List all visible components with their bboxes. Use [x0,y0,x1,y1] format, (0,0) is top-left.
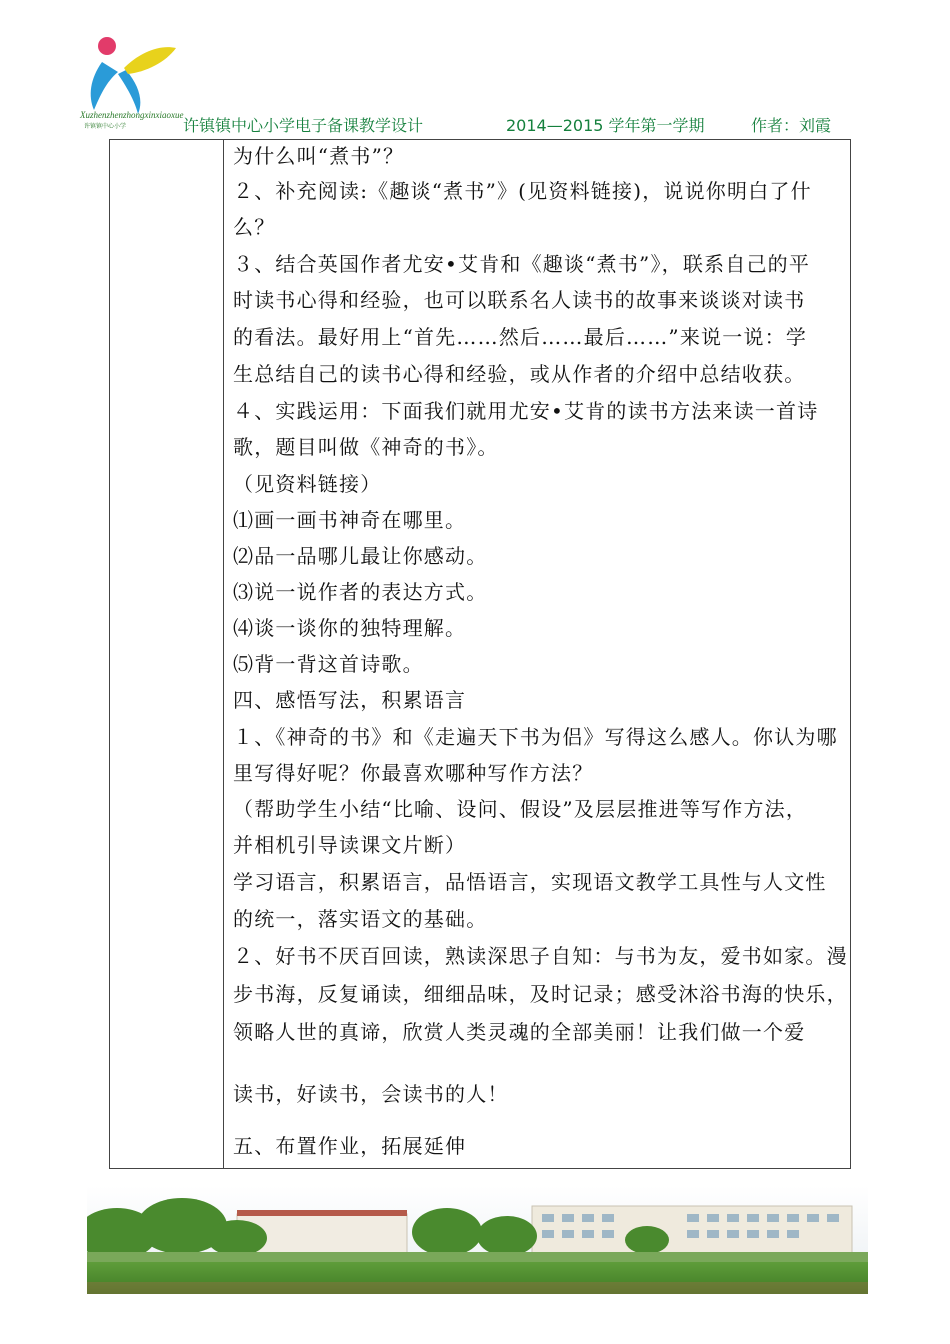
table-column-divider [223,140,224,1168]
content-line: 并相机引导读课文片断） [233,833,467,857]
header-term: 2014—2015 学年第一学期 [506,116,705,135]
content-line: １、《神奇的书》和《走遍天下书为侣》写得这么感人。你认为哪 [233,725,838,749]
page-header [183,113,848,137]
content-line: ⑸背一背这首诗歌。 [233,652,424,676]
content-line: （见资料链接） [233,472,382,496]
content-line: 学习语言，积累语言，品悟语言，实现语文教学工具性与人文性 [233,870,827,894]
content-line: 时读书心得和经验，也可以联系名人读书的故事来谈谈对读书 [233,288,806,312]
content-line: ３、结合英国作者尤安•艾肯和《趣谈“煮书”》，联系自己的平 [233,252,811,276]
content-line: ４、实践运用：下面我们就用尤安•艾肯的读书方法来读一首诗 [233,399,819,423]
content-line: ⑶说一说作者的表达方式。 [233,580,488,604]
logo-subcaption: 许镇镇中心小学 [84,123,127,130]
content-line: 为什么叫“煮书”？ [233,144,405,168]
content-line: ⑵品一品哪儿最让你感动。 [233,544,488,568]
content-line: ⑷谈一谈你的独特理解。 [233,616,467,640]
content-line: 读书，好读书，会读书的人！ [233,1082,509,1106]
campus-photo [87,1186,868,1294]
content-line: 步书海，反复诵读，细细品味，及时记录；感受沐浴书海的快乐， [233,982,848,1006]
logo-caption: Xuzhenzhenzhongxinxiaoxue [80,110,184,120]
content-line: ２、补充阅读:《趣谈“煮书”》(见资料链接)，说说你明白了什 [233,179,812,203]
content-line: 的看法。最好用上“首先……然后……最后……”来说一说：学 [233,325,808,349]
section-heading: 五、布置作业，拓展延伸 [233,1134,467,1158]
content-line: 歌，题目叫做《神奇的书》。 [233,435,499,459]
section-heading: 四、感悟写法，积累语言 [233,688,467,712]
header-school-title: 许镇镇中心小学电子备课教学设计 [183,116,424,135]
content-line: 么？ [233,215,276,239]
content-line: 领略人世的真谛，欣赏人类灵魂的全部美丽！让我们做一个爱 [233,1020,806,1044]
content-line: 生总结自己的读书心得和经验，或从作者的介绍中总结收获。 [233,362,806,386]
content-line: ２、好书不厌百回读，熟读深思子自知：与书为友，爱书如家。漫 [233,944,848,968]
content-line: 里写得好呢？你最喜欢哪种写作方法？ [233,761,594,785]
content-line: （帮助学生小结“比喻、设问、假设”及层层推进等写作方法， [233,797,808,821]
header-author: 作者：刘霞 [751,116,832,135]
content-line: ⑴画一画书神奇在哪里。 [233,508,467,532]
content-line: 的统一，落实语文的基础。 [233,907,488,931]
